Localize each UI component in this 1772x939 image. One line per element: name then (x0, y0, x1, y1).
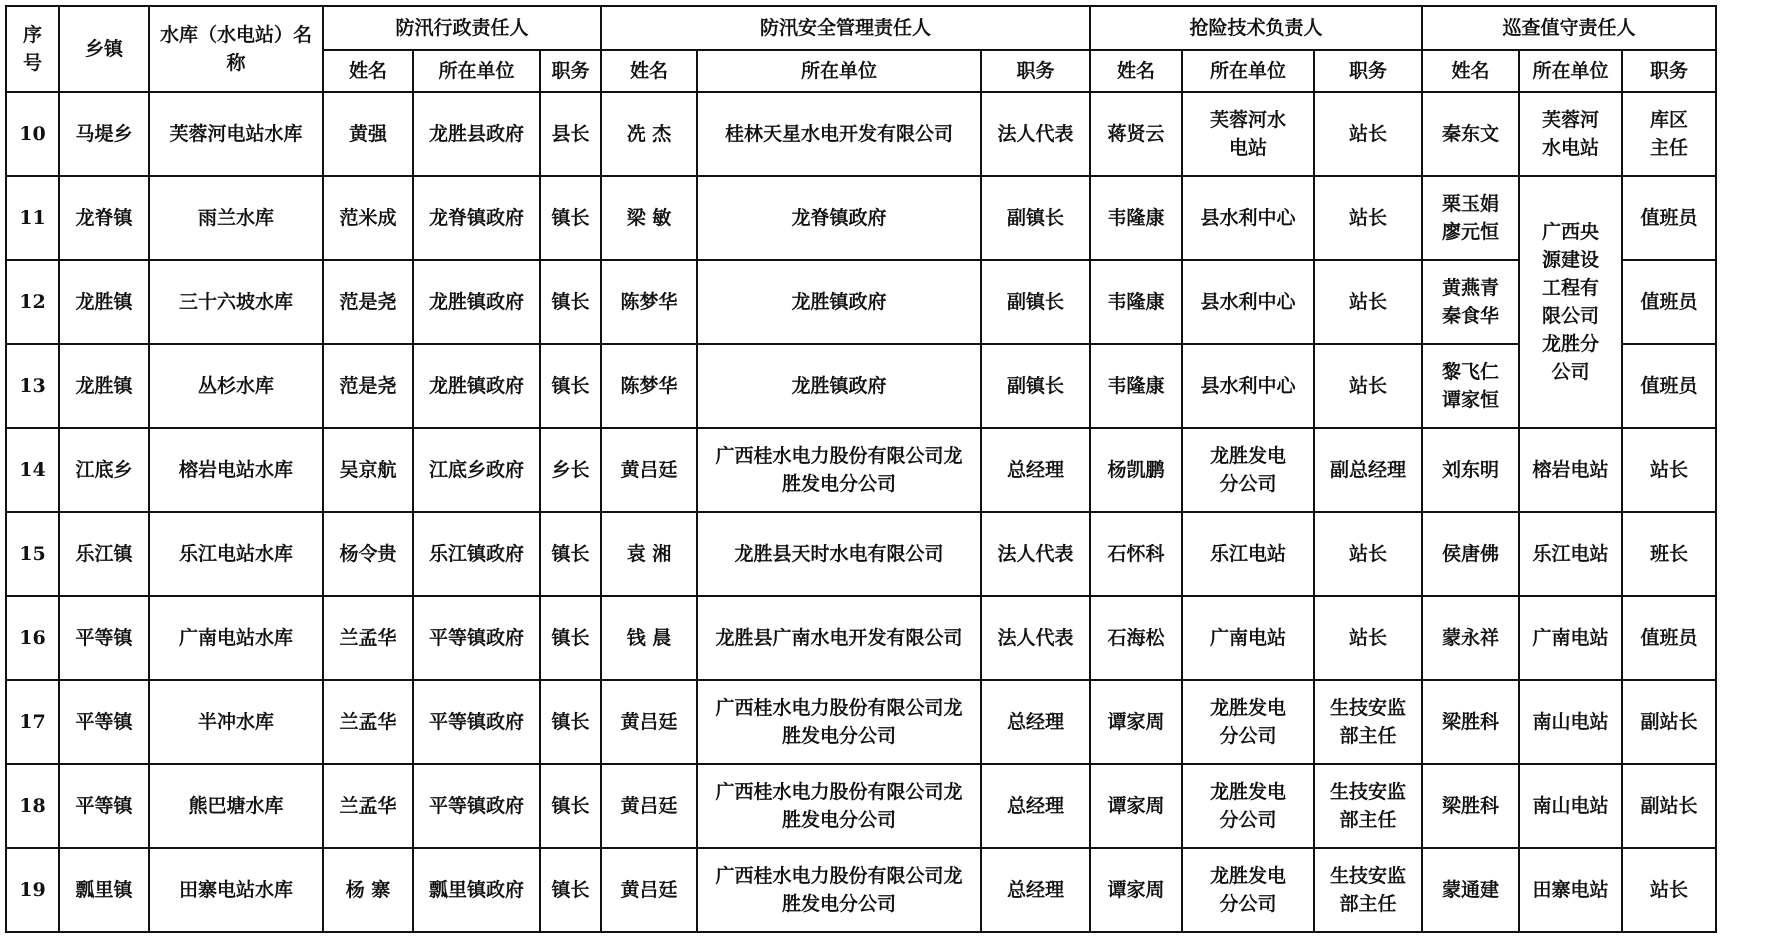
cell-patrol-unit: 广南电站 (1519, 596, 1622, 680)
cell-town: 瓢里镇 (59, 848, 149, 932)
cell-admin-unit: 平等镇政府 (413, 764, 540, 848)
cell-town: 江底乡 (59, 428, 149, 512)
cell-safety-title: 法人代表 (981, 92, 1090, 176)
cell-patrol-unit: 榕岩电站 (1519, 428, 1622, 512)
cell-admin-unit: 乐江镇政府 (413, 512, 540, 596)
cell-admin-title: 镇长 (540, 260, 601, 344)
header-patrol-unit: 所在单位 (1519, 50, 1622, 92)
cell-reservoir: 熊巴塘水库 (149, 764, 323, 848)
header-patrol-name: 姓名 (1422, 50, 1519, 92)
cell-seq: 14 (6, 428, 59, 512)
cell-tech-title: 站长 (1314, 512, 1422, 596)
header-tech-group: 抢险技术负责人 (1090, 6, 1422, 50)
cell-town: 平等镇 (59, 596, 149, 680)
header-admin-name: 姓名 (323, 50, 413, 92)
cell-town: 平等镇 (59, 764, 149, 848)
cell-patrol-title: 库区主任 (1622, 92, 1716, 176)
header-safety-name: 姓名 (601, 50, 697, 92)
cell-tech-unit: 龙胜发电分公司 (1182, 428, 1314, 512)
cell-admin-name: 杨 寨 (323, 848, 413, 932)
table-row (6, 428, 1716, 512)
cell-safety-unit: 桂林天星水电开发有限公司 (697, 92, 981, 176)
table-row (6, 92, 1716, 176)
cell-admin-name: 范是尧 (323, 260, 413, 344)
document-page (5, 5, 1717, 933)
cell-patrol-title: 值班员 (1622, 260, 1716, 344)
cell-patrol-name: 梁胜科 (1422, 764, 1519, 848)
cell-seq: 18 (6, 764, 59, 848)
table-row (6, 512, 1716, 596)
cell-admin-title: 乡长 (540, 428, 601, 512)
header-row-1 (6, 6, 1716, 50)
cell-safety-name: 陈梦华 (601, 344, 697, 428)
cell-safety-unit: 广西桂水电力股份有限公司龙胜发电分公司 (697, 848, 981, 932)
table-row (6, 596, 1716, 680)
table-row (6, 176, 1716, 260)
cell-admin-title: 镇长 (540, 176, 601, 260)
cell-tech-name: 韦隆康 (1090, 176, 1182, 260)
cell-tech-name: 谭家周 (1090, 680, 1182, 764)
cell-admin-name: 范米成 (323, 176, 413, 260)
reservoir-responsibility-table (5, 5, 1717, 933)
cell-patrol-name: 栗玉娟 廖元恒 (1422, 176, 1519, 260)
cell-admin-name: 兰孟华 (323, 764, 413, 848)
cell-town: 平等镇 (59, 680, 149, 764)
cell-admin-name: 范是尧 (323, 344, 413, 428)
cell-patrol-name: 黎飞仁 谭家恒 (1422, 344, 1519, 428)
cell-tech-title: 生技安监部主任 (1314, 764, 1422, 848)
header-safety-unit: 所在单位 (697, 50, 981, 92)
cell-safety-title: 法人代表 (981, 512, 1090, 596)
cell-safety-name: 冼 杰 (601, 92, 697, 176)
cell-reservoir: 半冲水库 (149, 680, 323, 764)
cell-tech-title: 生技安监部主任 (1314, 848, 1422, 932)
cell-seq: 15 (6, 512, 59, 596)
cell-patrol-title: 站长 (1622, 428, 1716, 512)
cell-tech-title: 站长 (1314, 176, 1422, 260)
cell-patrol-name: 梁胜科 (1422, 680, 1519, 764)
cell-reservoir: 雨兰水库 (149, 176, 323, 260)
cell-tech-unit: 乐江电站 (1182, 512, 1314, 596)
cell-safety-title: 副镇长 (981, 260, 1090, 344)
cell-safety-unit: 广西桂水电力股份有限公司龙胜发电分公司 (697, 428, 981, 512)
cell-safety-unit: 龙胜县天时水电有限公司 (697, 512, 981, 596)
cell-tech-name: 蒋贤云 (1090, 92, 1182, 176)
table-row (6, 680, 1716, 764)
cell-patrol-title: 值班员 (1622, 344, 1716, 428)
cell-safety-title: 总经理 (981, 848, 1090, 932)
cell-reservoir: 三十六坡水库 (149, 260, 323, 344)
cell-admin-unit: 龙胜县政府 (413, 92, 540, 176)
cell-patrol-name: 蒙通建 (1422, 848, 1519, 932)
cell-patrol-unit: 乐江电站 (1519, 512, 1622, 596)
header-patrol-title: 职务 (1622, 50, 1716, 92)
cell-patrol-unit: 南山电站 (1519, 680, 1622, 764)
cell-safety-name: 钱 晨 (601, 596, 697, 680)
cell-tech-name: 谭家周 (1090, 848, 1182, 932)
cell-patrol-unit-merged: 广西央源建设工程有限公司龙胜分公司 (1519, 176, 1622, 428)
cell-reservoir: 芙蓉河电站水库 (149, 92, 323, 176)
cell-safety-name: 袁 湘 (601, 512, 697, 596)
table-row (6, 260, 1716, 344)
cell-patrol-title: 值班员 (1622, 176, 1716, 260)
cell-safety-name: 梁 敏 (601, 176, 697, 260)
cell-tech-unit: 龙胜发电分公司 (1182, 848, 1314, 932)
cell-admin-unit: 平等镇政府 (413, 680, 540, 764)
cell-patrol-title: 班长 (1622, 512, 1716, 596)
cell-admin-title: 镇长 (540, 596, 601, 680)
cell-admin-title: 县长 (540, 92, 601, 176)
cell-tech-name: 韦隆康 (1090, 260, 1182, 344)
cell-reservoir: 榕岩电站水库 (149, 428, 323, 512)
cell-admin-unit: 龙胜镇政府 (413, 344, 540, 428)
cell-admin-title: 镇长 (540, 512, 601, 596)
cell-tech-name: 韦隆康 (1090, 344, 1182, 428)
cell-patrol-unit: 芙蓉河水电站 (1519, 92, 1622, 176)
cell-seq: 17 (6, 680, 59, 764)
cell-seq: 12 (6, 260, 59, 344)
cell-patrol-name: 黄燕青 秦食华 (1422, 260, 1519, 344)
cell-admin-name: 兰孟华 (323, 596, 413, 680)
cell-town: 龙胜镇 (59, 260, 149, 344)
cell-admin-title: 镇长 (540, 680, 601, 764)
cell-safety-title: 副镇长 (981, 344, 1090, 428)
cell-tech-unit: 县水利中心 (1182, 176, 1314, 260)
cell-safety-name: 陈梦华 (601, 260, 697, 344)
cell-tech-title: 生技安监部主任 (1314, 680, 1422, 764)
header-seq: 序号 (6, 6, 59, 92)
cell-admin-unit: 龙脊镇政府 (413, 176, 540, 260)
cell-tech-name: 石怀科 (1090, 512, 1182, 596)
cell-safety-unit: 龙脊镇政府 (697, 176, 981, 260)
table-row (6, 344, 1716, 428)
header-tech-name: 姓名 (1090, 50, 1182, 92)
cell-safety-name: 黄吕廷 (601, 680, 697, 764)
cell-patrol-name: 蒙永祥 (1422, 596, 1519, 680)
cell-patrol-title: 副站长 (1622, 764, 1716, 848)
cell-reservoir: 田寨电站水库 (149, 848, 323, 932)
header-admin-unit: 所在单位 (413, 50, 540, 92)
cell-tech-unit: 芙蓉河水电站 (1182, 92, 1314, 176)
cell-seq: 11 (6, 176, 59, 260)
table-row (6, 764, 1716, 848)
cell-tech-title: 站长 (1314, 260, 1422, 344)
cell-town: 龙胜镇 (59, 344, 149, 428)
cell-admin-unit: 龙胜镇政府 (413, 260, 540, 344)
cell-seq: 16 (6, 596, 59, 680)
cell-admin-title: 镇长 (540, 764, 601, 848)
cell-tech-title: 站长 (1314, 596, 1422, 680)
cell-seq: 13 (6, 344, 59, 428)
header-reservoir: 水库（水电站）名称 (149, 6, 323, 92)
cell-reservoir: 乐江电站水库 (149, 512, 323, 596)
cell-tech-unit: 县水利中心 (1182, 344, 1314, 428)
cell-patrol-name: 刘东明 (1422, 428, 1519, 512)
header-admin-title: 职务 (540, 50, 601, 92)
cell-safety-title: 总经理 (981, 428, 1090, 512)
header-safety-title: 职务 (981, 50, 1090, 92)
cell-safety-name: 黄吕廷 (601, 848, 697, 932)
header-tech-title: 职务 (1314, 50, 1422, 92)
cell-patrol-title: 值班员 (1622, 596, 1716, 680)
cell-safety-unit: 龙胜镇政府 (697, 344, 981, 428)
cell-patrol-unit: 田寨电站 (1519, 848, 1622, 932)
cell-seq: 10 (6, 92, 59, 176)
cell-safety-unit: 龙胜县广南水电开发有限公司 (697, 596, 981, 680)
cell-reservoir: 广南电站水库 (149, 596, 323, 680)
cell-tech-title: 站长 (1314, 344, 1422, 428)
cell-patrol-title: 站长 (1622, 848, 1716, 932)
cell-tech-unit: 广南电站 (1182, 596, 1314, 680)
cell-reservoir: 丛杉水库 (149, 344, 323, 428)
cell-tech-unit: 龙胜发电分公司 (1182, 764, 1314, 848)
cell-safety-title: 法人代表 (981, 596, 1090, 680)
cell-tech-name: 石海松 (1090, 596, 1182, 680)
cell-admin-name: 兰孟华 (323, 680, 413, 764)
cell-tech-name: 杨凯鹏 (1090, 428, 1182, 512)
cell-safety-unit: 龙胜镇政府 (697, 260, 981, 344)
cell-patrol-name: 秦东文 (1422, 92, 1519, 176)
cell-patrol-title: 副站长 (1622, 680, 1716, 764)
cell-admin-name: 吴京航 (323, 428, 413, 512)
cell-tech-name: 谭家周 (1090, 764, 1182, 848)
cell-tech-unit: 县水利中心 (1182, 260, 1314, 344)
cell-tech-title: 副总经理 (1314, 428, 1422, 512)
cell-admin-title: 镇长 (540, 848, 601, 932)
header-patrol-group: 巡查值守责任人 (1422, 6, 1716, 50)
cell-patrol-name: 侯唐佛 (1422, 512, 1519, 596)
cell-town: 龙脊镇 (59, 176, 149, 260)
cell-safety-name: 黄吕廷 (601, 764, 697, 848)
cell-patrol-unit: 南山电站 (1519, 764, 1622, 848)
cell-safety-title: 副镇长 (981, 176, 1090, 260)
cell-admin-unit: 平等镇政府 (413, 596, 540, 680)
cell-admin-name: 黄强 (323, 92, 413, 176)
cell-tech-title: 站长 (1314, 92, 1422, 176)
cell-admin-name: 杨令贵 (323, 512, 413, 596)
table-row (6, 848, 1716, 932)
cell-tech-unit: 龙胜发电分公司 (1182, 680, 1314, 764)
cell-admin-unit: 江底乡政府 (413, 428, 540, 512)
cell-town: 乐江镇 (59, 512, 149, 596)
cell-safety-title: 总经理 (981, 680, 1090, 764)
cell-admin-unit: 瓢里镇政府 (413, 848, 540, 932)
cell-safety-name: 黄吕廷 (601, 428, 697, 512)
header-safety-group: 防汛安全管理责任人 (601, 6, 1090, 50)
cell-safety-title: 总经理 (981, 764, 1090, 848)
cell-safety-unit: 广西桂水电力股份有限公司龙胜发电分公司 (697, 680, 981, 764)
header-admin-group: 防汛行政责任人 (323, 6, 601, 50)
cell-seq: 19 (6, 848, 59, 932)
header-town: 乡镇 (59, 6, 149, 92)
cell-town: 马堤乡 (59, 92, 149, 176)
cell-safety-unit: 广西桂水电力股份有限公司龙胜发电分公司 (697, 764, 981, 848)
header-tech-unit: 所在单位 (1182, 50, 1314, 92)
cell-admin-title: 镇长 (540, 344, 601, 428)
